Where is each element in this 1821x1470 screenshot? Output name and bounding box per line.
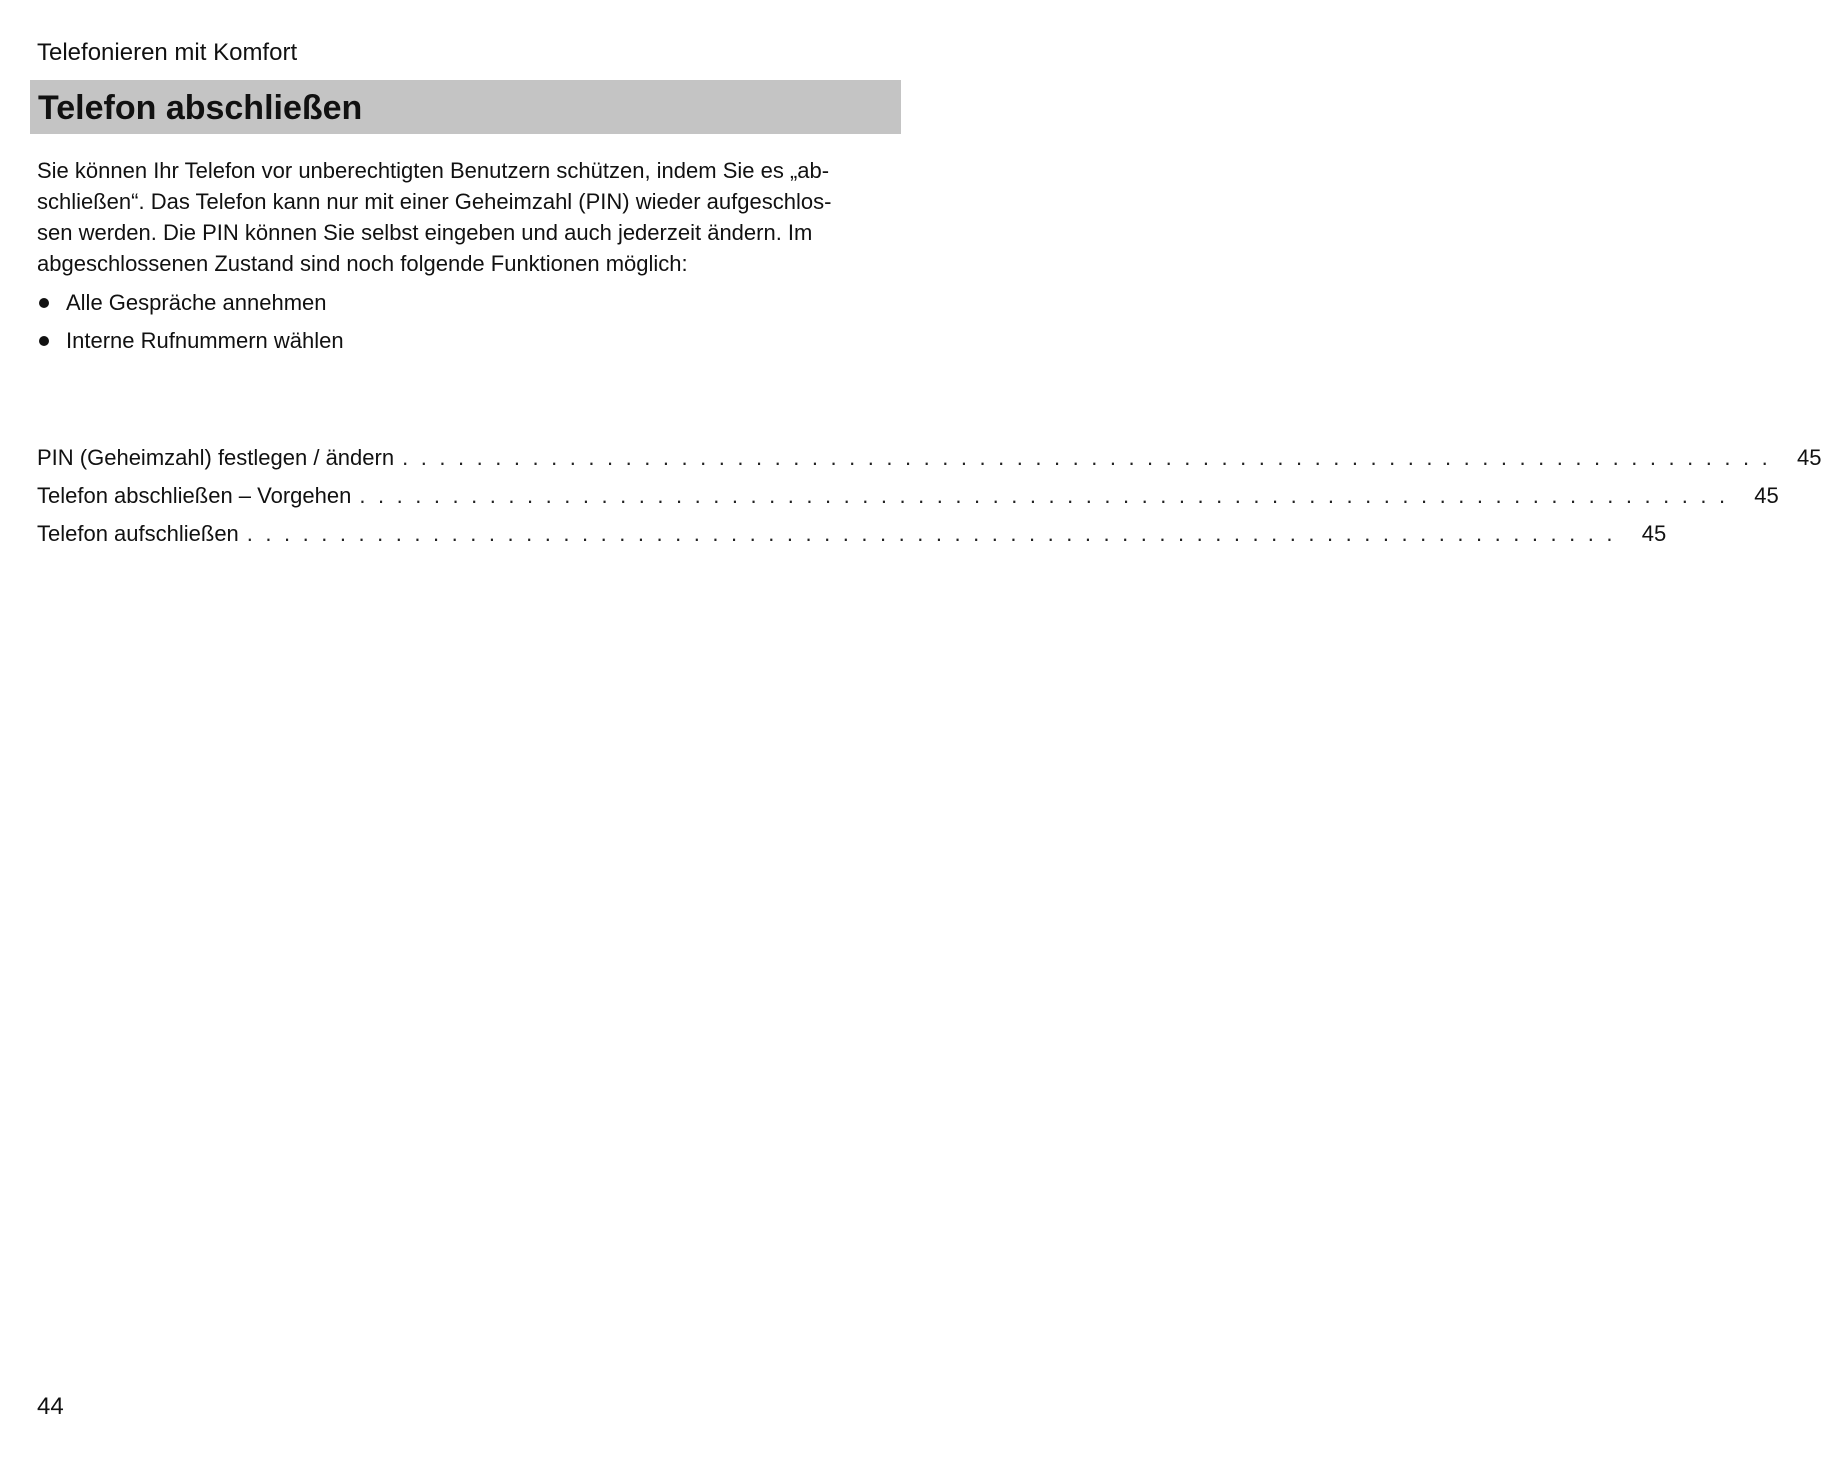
toc-entry[interactable] bbox=[37, 480, 1779, 518]
section-title-bar bbox=[30, 80, 901, 134]
running-header: Telefonieren mit Komfort bbox=[37, 39, 298, 66]
intro-line: abgeschlossenen Zustand sind noch folgende Funktionen möglich: bbox=[37, 251, 688, 276]
toc-entry-page[interactable]: 45 bbox=[1754, 483, 1779, 508]
toc-entry-label[interactable]: PIN (Geheimzahl) festlegen / ändern bbox=[37, 445, 395, 470]
list-item-text: Alle Gespräche annehmen bbox=[66, 290, 327, 315]
toc-dot-leader: . . . . . . . . . . . . . . . . . . . . . . . . . . . . . . . . . . . . . . . . . . . . . . . . . . . . . . . . . . . . . . . . . . . . . . . . . . bbox=[402, 445, 1771, 470]
toc-entry-page[interactable]: 45 bbox=[1641, 521, 1667, 546]
list-item bbox=[37, 325, 344, 363]
intro-line: schließen“. Das Telefon kann nur mit einer Geheimzahl (PIN) wieder aufgeschlos- bbox=[37, 189, 832, 214]
toc-entry-label[interactable]: Telefon aufschließen bbox=[37, 521, 239, 546]
list-item-text: Interne Rufnummern wählen bbox=[66, 328, 344, 353]
list-item bbox=[37, 287, 344, 325]
toc-entry-label[interactable]: Telefon abschließen – Vorgehen bbox=[37, 483, 352, 508]
intro-paragraph bbox=[37, 155, 872, 279]
bullet-icon bbox=[39, 336, 49, 346]
toc-entry-page[interactable]: 45 bbox=[1797, 445, 1821, 470]
toc-dot-leader: . . . . . . . . . . . . . . . . . . . . . . . . . . . . . . . . . . . . . . . . . . . . . . . . . . . . . . . . . . . . . . . . . . . . . . . . . . bbox=[246, 521, 1616, 546]
intro-line: sen werden. Die PIN können Sie selbst eingeben und auch jederzeit ändern. Im bbox=[37, 220, 813, 245]
feature-list bbox=[37, 287, 344, 363]
page-number: 44 bbox=[37, 1393, 64, 1420]
toc-dot-leader: . . . . . . . . . . . . . . . . . . . . . . . . . . . . . . . . . . . . . . . . . . . . . . . . . . . . . . . . . . . . . . . . . . . . . . . . . . bbox=[359, 483, 1729, 508]
toc-entry[interactable] bbox=[37, 442, 1821, 480]
table-of-contents bbox=[37, 442, 1821, 556]
toc-entry[interactable] bbox=[37, 518, 1667, 556]
section-title: Telefon abschließen bbox=[38, 89, 363, 127]
bullet-icon bbox=[39, 298, 49, 308]
intro-line: Sie können Ihr Telefon vor unberechtigten Benutzern schützen, indem Sie es „ab- bbox=[37, 158, 830, 183]
